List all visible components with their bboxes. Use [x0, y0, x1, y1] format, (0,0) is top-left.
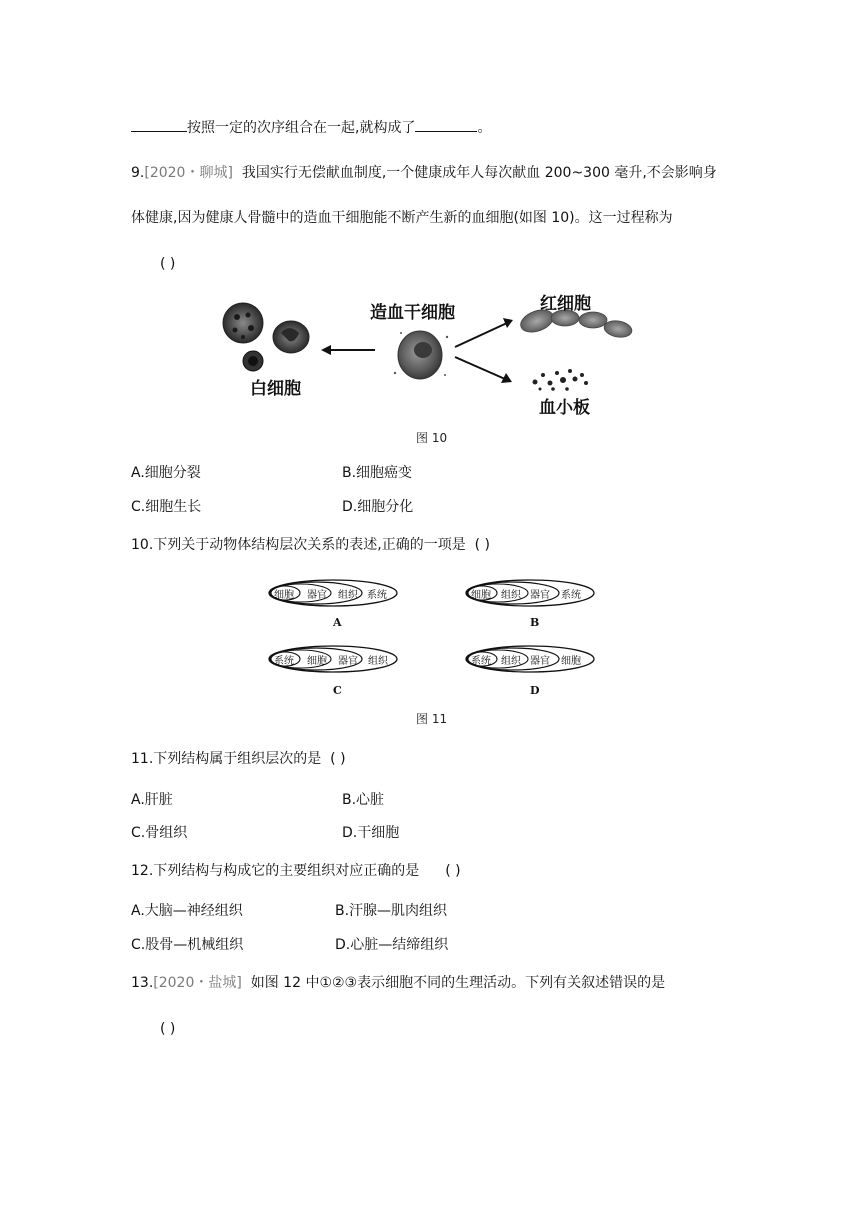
q12-option-d: D.心脏—结缔组织 [335, 937, 449, 953]
diagram-c-label-2: 细胞 [307, 656, 327, 667]
q11-option-b: B.心脏 [342, 792, 385, 808]
q11-text: 11.下列结构属于组织层次的是 [131, 751, 322, 767]
q9-stem-2: 体健康,因为健康人骨髓中的造血干细胞能不断产生新的血细胞(如图 10)。这一过程称为 [131, 210, 673, 226]
platelets [533, 369, 589, 391]
white-blood-cells [223, 303, 309, 371]
q13-text: 如图 12 中①②③表示细胞不同的生理活动。下列有关叙述错误的是 [250, 975, 666, 991]
figure-11-diagram-a [266, 578, 400, 634]
q8-blank-2 [415, 117, 477, 132]
q10-answer-paren: ( ) [474, 537, 490, 553]
stem-cell [394, 331, 448, 379]
q12-answer-paren: ( ) [445, 863, 461, 879]
q13-stem [131, 973, 665, 993]
diagram-b-label-2: 组织 [501, 590, 521, 601]
figure-10-white-cell-label: 白细胞 [250, 379, 301, 399]
q11-answer-paren: ( ) [330, 751, 346, 767]
diagram-c-label-1: 系统 [274, 656, 294, 667]
diagram-b-label-3: 器官 [530, 590, 550, 601]
diagram-b-label-1: 细胞 [471, 590, 491, 601]
q9-option-d: D.细胞分化 [342, 499, 414, 515]
diagram-a-label-4: 系统 [367, 590, 387, 601]
diagram-c-letter: C [333, 684, 342, 697]
diagram-a-label-2: 器官 [307, 590, 327, 601]
figure-11-diagram-b [463, 578, 597, 634]
q11-stem [131, 749, 346, 769]
arrow-up-right-icon [455, 318, 513, 347]
figure-10-stem-cell-label: 造血干细胞 [370, 303, 455, 323]
q9-stem-1: 我国实行无偿献血制度,一个健康成年人每次献血 200~300 毫升,不会影响身 [241, 165, 717, 181]
diagram-c-label-4: 组织 [368, 656, 388, 667]
diagram-d-label-3: 器官 [530, 656, 550, 667]
figure-10-caption: 图 10 [416, 431, 448, 445]
q11-option-c: C.骨组织 [131, 825, 188, 841]
q8-blank-1 [131, 117, 187, 132]
q12-text: 12.下列结构与构成它的主要组织对应正确的是 [131, 863, 420, 879]
figure-10-platelet-label: 血小板 [539, 398, 590, 418]
q13-number: 13. [131, 975, 154, 991]
figure-10-red-cell-label: 红细胞 [540, 294, 591, 314]
q9-line-2 [131, 208, 673, 228]
q8-line [131, 117, 491, 138]
arrow-down-right-icon [455, 357, 512, 383]
diagram-b-label-4: 系统 [561, 590, 581, 601]
q11-option-d: D.干细胞 [342, 825, 400, 841]
q8-end: 。 [477, 120, 492, 136]
q11-option-a: A.肝脏 [131, 792, 173, 808]
q10-stem [131, 535, 490, 555]
q12-option-a: A.大脑—神经组织 [131, 903, 243, 919]
figure-11-diagram-c [266, 644, 400, 700]
q9-option-b: B.细胞癌变 [342, 465, 413, 481]
q9-line-1 [131, 163, 717, 183]
diagram-d-label-1: 系统 [471, 656, 491, 667]
q12-option-c: C.股骨—机械组织 [131, 937, 244, 953]
q13-answer-paren: ( ) [160, 1021, 176, 1037]
diagram-a-label-3: 组织 [338, 590, 358, 601]
diagram-c-label-3: 器官 [338, 656, 358, 667]
q9-option-c: C.细胞生长 [131, 499, 202, 515]
diagram-a-letter: A [333, 616, 342, 629]
q10-text: 10.下列关于动物体结构层次关系的表述,正确的一项是 [131, 537, 466, 553]
diagram-a-label-1: 细胞 [274, 590, 294, 601]
diagram-d-label-4: 细胞 [561, 656, 581, 667]
diagram-d-letter: D [530, 684, 540, 697]
q12-stem [131, 861, 461, 881]
q9-option-a: A.细胞分裂 [131, 465, 201, 481]
q12-option-b: B.汗腺—肌肉组织 [335, 903, 448, 919]
diagram-b-letter: B [530, 616, 540, 629]
q9-source: [2020・聊城] [144, 165, 233, 181]
q13-source: [2020・盐城] [153, 975, 242, 991]
q8-text: 按照一定的次序组合在一起,就构成了 [187, 120, 416, 136]
q9-number: 9. [131, 165, 145, 181]
figure-11-diagram-d [463, 644, 597, 700]
diagram-d-label-2: 组织 [501, 656, 521, 667]
q9-answer-paren: ( ) [160, 256, 176, 272]
arrow-left-icon [321, 345, 375, 355]
figure-11-caption: 图 11 [416, 712, 448, 726]
